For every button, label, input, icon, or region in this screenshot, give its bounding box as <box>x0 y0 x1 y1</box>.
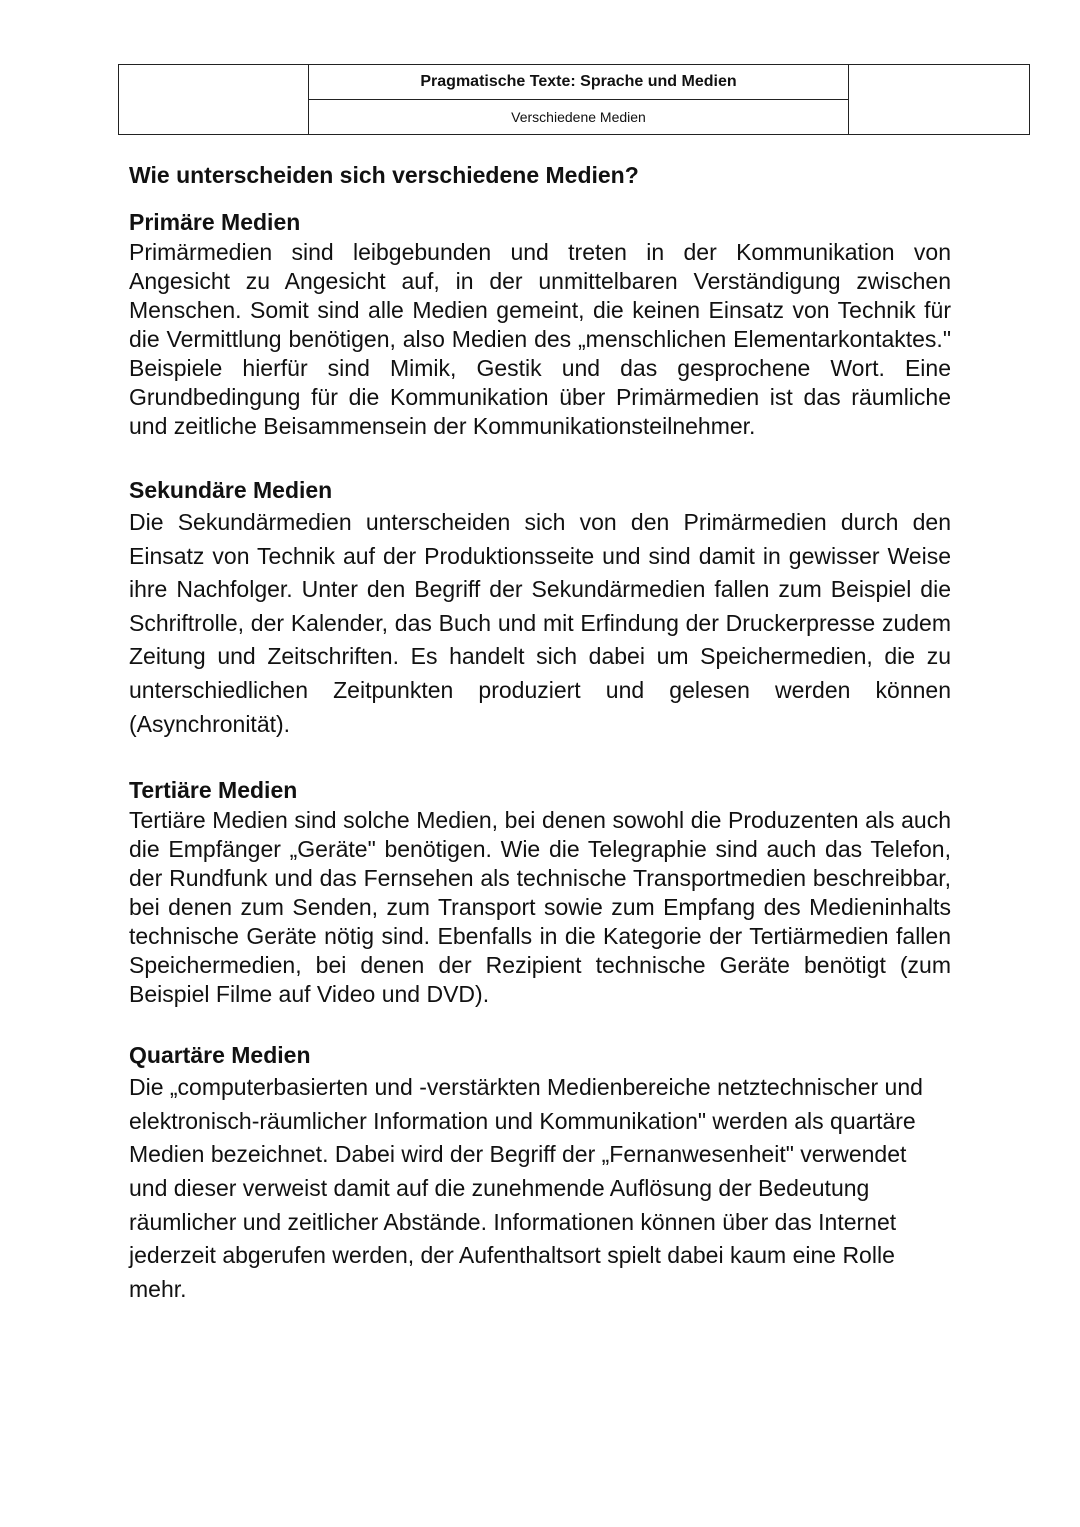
section-heading: Tertiäre Medien <box>129 777 298 804</box>
spacer <box>129 441 951 474</box>
section-heading: Sekundäre Medien <box>129 477 333 503</box>
header-left-cell <box>119 65 309 135</box>
header-title: Pragmatische Texte: Sprache und Medien <box>309 65 849 100</box>
section-body: Die „computerbasierten und -verstärkten Medienbereiche netztechnischer und elektronisch-räumlicher Information und Kommunikation" werden als quartäre Medien bezeichnet. Dabei wird der Begriff der „Fernanwesenheit" verwendet und dieser verweist damit auf die zunehmende Auflösung der Bedeutung räumlicher und zeitlicher Abstände. Informationen können über das Internet jederzeit abgerufen werden, der Aufenthaltsort spielt dabei kaum eine Rolle mehr. <box>129 1074 923 1302</box>
section-secondary-media <box>129 474 951 741</box>
header-table <box>118 64 1030 135</box>
section-tertiary-media <box>129 774 951 1009</box>
header-subtitle: Verschiedene Medien <box>309 100 849 135</box>
section-primary-media <box>129 206 951 441</box>
section-body: Tertiäre Medien sind solche Medien, bei denen sowohl die Produzenten als auch die Empfänger „Geräte" benötigen. Wie die Telegraphie sind auch das Telefon, der Rundfunk und das Fernsehen als technische Transportmedien beschreibbar, bei denen zum Senden, zum Transport sowie zum Empfang des Medieninhalts technische Geräte nötig sind. Ebenfalls in die Kategorie der Tertiärmedien fallen Speichermedien, bei denen der Rezipient technische Geräte benötigt (zum Beispiel Filme auf Video und DVD). <box>129 807 951 1008</box>
document-content <box>129 158 951 1306</box>
section-quaternary-media <box>129 1039 951 1306</box>
section-heading: Quartäre Medien <box>129 1042 311 1069</box>
section-body: Die Sekundärmedien unterscheiden sich von den Primärmedien durch den Einsatz von Technik auf der Produktionsseite und sind damit in gewisser Weise ihre Nachfolger. Unter den Begriff der Sekundärmedien fallen zum Beispiel die Schriftrolle, der Kalender, das Buch und mit Erfindung der Druckerpresse zudem Zeitung und Zeitschriften. Es handelt sich dabei um Speichermedien, die zu unterschiedlichen Zeitpunkten produziert und gelesen werden können (Asynchronität). <box>129 509 951 737</box>
page-title: Wie unterscheiden sich verschiedene Medien? <box>129 162 639 188</box>
spacer <box>129 1009 951 1039</box>
header-right-cell <box>849 65 1030 135</box>
section-heading: Primäre Medien <box>129 209 301 235</box>
spacer <box>129 741 951 774</box>
section-body: Primärmedien sind leibgebunden und treten in der Kommunikation von Angesicht zu Angesicht auf, in der unmittelbaren Verständigung zwischen Menschen. Somit sind alle Medien gemeint, die keinen Einsatz von Technik für die Vermittlung benötigen, also Medien des „menschlichen Elementarkontaktes." Beispiele hierfür sind Mimik, Gestik und das gesprochene Wort. Eine Grundbedingung für die Kommunikation über Primärmedien ist das räumliche und zeitliche Beisammensein der Kommunikationsteilnehmer. <box>129 239 951 439</box>
